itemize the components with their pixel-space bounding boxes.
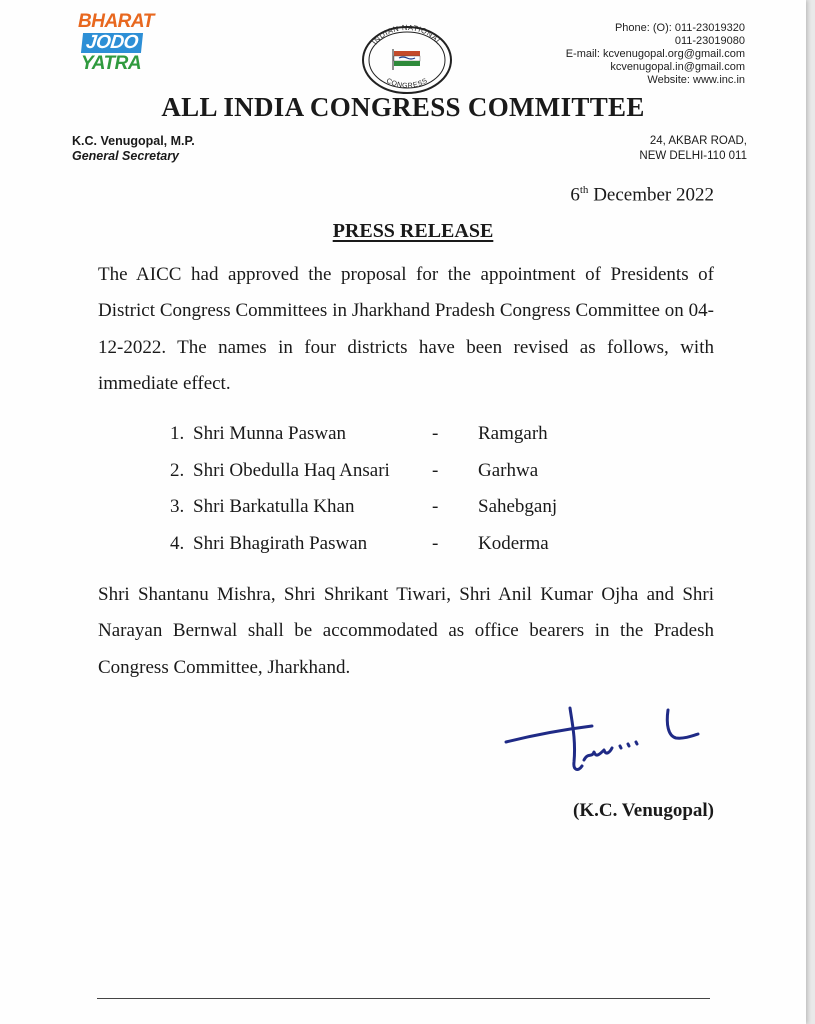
sender-role: General Secretary [72, 149, 180, 163]
letter-date [570, 184, 714, 206]
footer-divider [97, 998, 710, 999]
date-suffix: th [579, 184, 589, 196]
item-separator: - [432, 459, 439, 481]
contact-email-1: E-mail: kcvenugopal.org@gmail.com [565, 48, 745, 60]
date-day: 6 [570, 184, 580, 206]
item-number: 1. [170, 423, 185, 444]
contact-website: Website: www.inc.in [647, 74, 745, 86]
date-rest: December 2022 [588, 184, 714, 206]
address-line-1: 24, AKBAR ROAD, [649, 135, 747, 147]
item-name: Shri Obedulla Haq Ansari [193, 459, 390, 481]
contact-email-2: kcvenugopal.in@gmail.com [610, 61, 745, 73]
item-separator: - [432, 423, 439, 444]
emblem-bottom-text: CONGRESS [384, 77, 430, 90]
item-separator: - [432, 532, 439, 554]
appointments-list [170, 417, 590, 563]
item-district: Garhwa [478, 459, 539, 481]
logo-word-3: YATRA [81, 53, 142, 74]
congress-emblem-icon [361, 24, 453, 94]
item-name: Shri Bhagirath Paswan [193, 532, 368, 554]
signatory-name: (K.C. Venugopal) [573, 800, 714, 821]
list-item [170, 454, 590, 491]
address-line-2: NEW DELHI-110 011 [639, 150, 747, 162]
item-district: Koderma [478, 532, 549, 554]
item-separator: - [432, 496, 439, 517]
paragraph-intro: The AICC had approved the proposal for the appointment of Presidents of District Congress Committees in Jharkhand Pradesh Congress Committee on 04-12-2022. The names in four districts have been revised as follows, with immediate effect. [98, 264, 714, 394]
svg-text:INDIAN NATIONAL [370, 24, 444, 46]
sender-name: K.C. Venugopal, M.P. [72, 134, 195, 148]
paragraph-office-bearers: Shri Shantanu Mishra, Shri Shrikant Tiwari, Shri Anil Kumar Ojha and Shri Narayan Bernwal shall be accommodated as office bearers in the Pradesh Congress Committee, Jharkhand. [98, 584, 714, 678]
item-district: Sahebganj [478, 496, 558, 517]
item-name: Shri Barkatulla Khan [193, 496, 355, 517]
sender-block [72, 134, 195, 164]
item-number: 4. [170, 532, 185, 554]
list-item [170, 417, 590, 454]
signature-icon [500, 700, 710, 790]
emblem-top-text: INDIAN NATIONAL [370, 24, 444, 47]
item-number: 2. [170, 459, 185, 481]
list-item [170, 527, 590, 564]
press-release-heading: PRESS RELEASE [332, 220, 494, 242]
address-block [639, 134, 747, 164]
logo-word-1: BHARAT [78, 11, 154, 32]
svg-text:CONGRESS [385, 77, 429, 89]
item-name: Shri Munna Paswan [193, 423, 347, 444]
organization-title: ALL INDIA CONGRESS COMMITTEE [161, 92, 645, 122]
contact-phone-2: 011-23019080 [674, 35, 745, 47]
contact-block [566, 22, 745, 87]
list-item [170, 490, 590, 527]
item-district: Ramgarh [478, 423, 548, 444]
contact-phone-1: Phone: (O): 011-23019320 [614, 22, 745, 34]
bharat-jodo-yatra-logo [78, 12, 158, 92]
logo-word-2: JODO [81, 33, 143, 53]
item-number: 3. [170, 496, 185, 517]
